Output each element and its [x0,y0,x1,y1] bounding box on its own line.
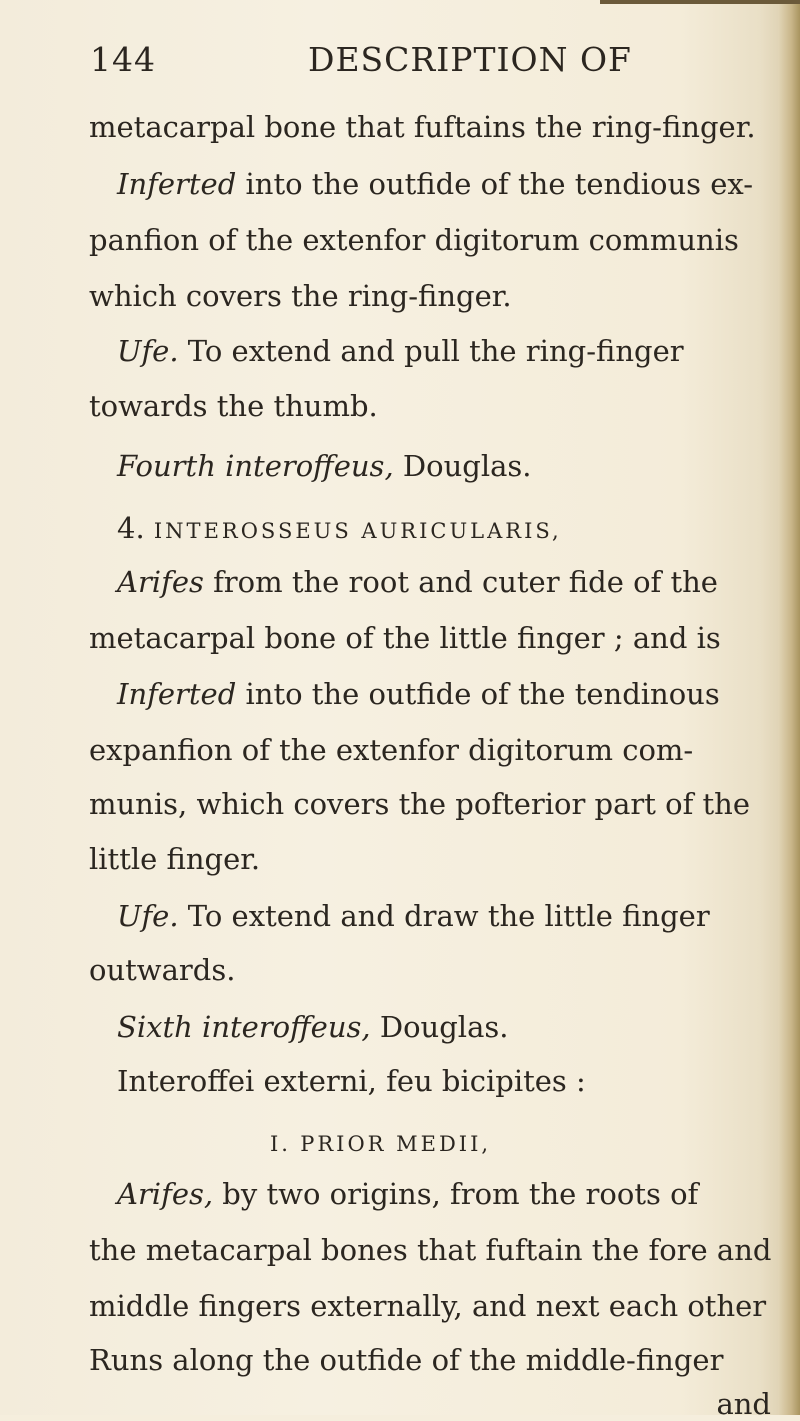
section-heading [117,511,800,545]
text-line [89,733,779,767]
italic-term: Arifes [117,565,204,599]
text-line [89,110,779,144]
text: into the outfide of the tendious ex- [236,167,754,201]
italic-term: Arifes, [117,1177,214,1211]
section-title: INTEROSSEUS AURICULARIS, [153,519,562,543]
section-title: PRIOR MEDII, [300,1132,492,1156]
italic-term: Inferted [117,167,237,201]
text-line [89,953,779,987]
text-line [89,1289,779,1323]
italic-term: Ufe. [117,899,179,933]
text: To extend and draw the little finger [178,899,710,933]
text: metacarpal bone that fuftains the ring-finger. [89,110,756,144]
text: outwards. [89,953,236,987]
section-number: 4. [117,511,145,545]
text-line [89,787,779,821]
text: from the root and cuter fide of the [203,565,718,599]
italic-term: Fourth interoffeus, [117,449,394,483]
running-head: DESCRIPTION OF [308,40,632,79]
text: metacarpal bone of the little finger ; and is [89,621,721,655]
text: Douglas. [370,1010,509,1044]
text: Douglas. [393,449,532,483]
text-line [117,1010,800,1044]
text: the metacarpal bones that fuftain the fore and [89,1233,772,1267]
text-line [89,223,779,257]
text-line [117,167,800,201]
page-number: 144 [90,40,156,79]
text: little finger. [89,842,261,876]
text-line [89,621,779,655]
text: towards the thumb. [89,389,378,423]
italic-term: Ufe. [117,334,179,368]
text-line [117,677,800,711]
text: by two origins, from the roots of [213,1177,699,1211]
text-line [89,1343,779,1377]
text-line [117,449,800,483]
italic-term: Sixth interoffeus, [117,1010,371,1044]
text: munis, which covers the pofterior part of the [89,787,751,821]
text: expanfion of the extenfor digitorum com- [89,733,694,767]
text: middle fingers externally, and next each other [89,1289,767,1323]
page-header [90,40,650,90]
text-line [117,1064,800,1098]
text-line [89,1233,779,1267]
section-heading [270,1127,800,1156]
text-line [117,334,800,368]
text-line [89,279,779,313]
text-line [89,842,779,876]
section-number: I. [270,1132,291,1156]
text: Interoffei externi, feu bicipites : [117,1064,586,1098]
text: panfion of the extenfor digitorum communis [89,223,739,257]
text: into the outfide of the tendinous [236,677,720,711]
top-rule [600,0,800,4]
text: and [716,1387,771,1421]
text-line [89,389,779,423]
text: To extend and pull the ring-finger [178,334,684,368]
text: Runs along the outfide of the middle-finger [89,1343,724,1377]
italic-term: Inferted [117,677,237,711]
text: which covers the ring-finger. [89,279,512,313]
text-line [117,899,800,933]
text-line [117,1177,800,1211]
text-line [117,565,800,599]
